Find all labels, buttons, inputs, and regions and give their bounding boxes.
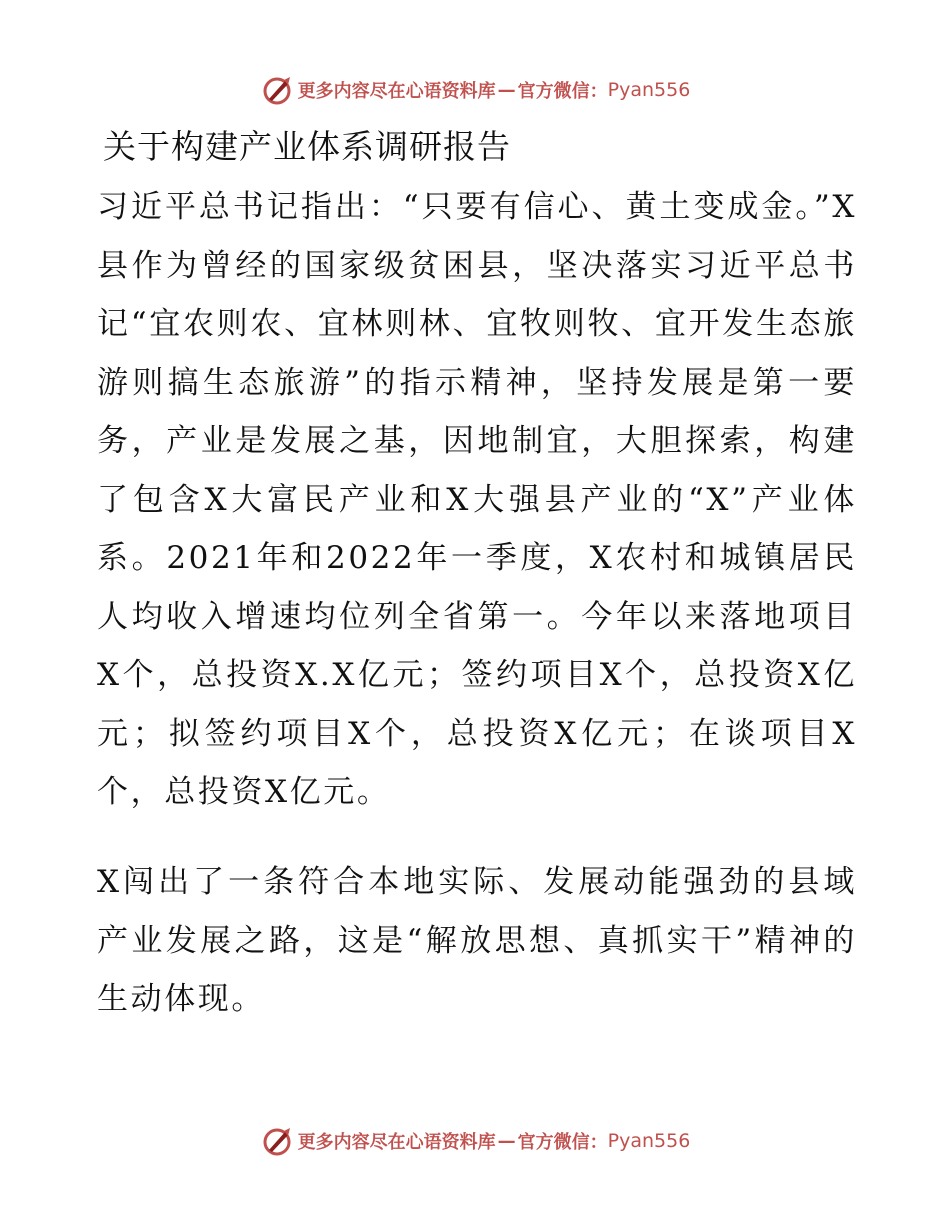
paragraph: 习近平总书记指出：“只要有信心、黄土变成金。”X县作为曾经的国家级贫困县，坚决落实习近平总书记“宜农则农、宜林则林、宜牧则牧、宜开发生态旅游则搞生态旅游”的指示精神，坚持发展是第一要务，产业是发展之基，因地制宜，大胆探索，构建了包含X大富民产业和X大强县产业的“X”产业体系。2021年和2022年一季度，X农村和城镇居民人均收入增速均位列全省第一。今年以来落地项目X个，总投资X.X亿元；签约项目X个，总投资X亿元；拟签约项目X个，总投资X亿元；在谈项目X个，总投资X亿元。 [97, 189, 857, 810]
watermark-wechat-id: Pyan556 [607, 1130, 691, 1152]
paragraph: X闯出了一条符合本地实际、发展动能强劲的县域产业发展之路，这是“解放思想、真抓实干”精神的生动体现。 [97, 864, 857, 1017]
watermark-contact: 官方微信： [517, 81, 608, 102]
feather-logo-icon [260, 1124, 294, 1158]
watermark-separator: — [497, 1130, 516, 1152]
watermark-brand: 更多内容尽在心语资料库 [297, 81, 496, 102]
watermark-separator: — [497, 79, 516, 101]
footer-watermark [0, 1121, 950, 1161]
document-title: 关于构建产业体系调研报告 [103, 127, 511, 166]
header-watermark [0, 70, 950, 110]
watermark-contact: 官方微信： [517, 1132, 608, 1153]
feather-logo-icon [260, 73, 294, 107]
watermark-brand: 更多内容尽在心语资料库 [297, 1132, 496, 1153]
watermark-wechat-id: Pyan556 [607, 79, 691, 101]
